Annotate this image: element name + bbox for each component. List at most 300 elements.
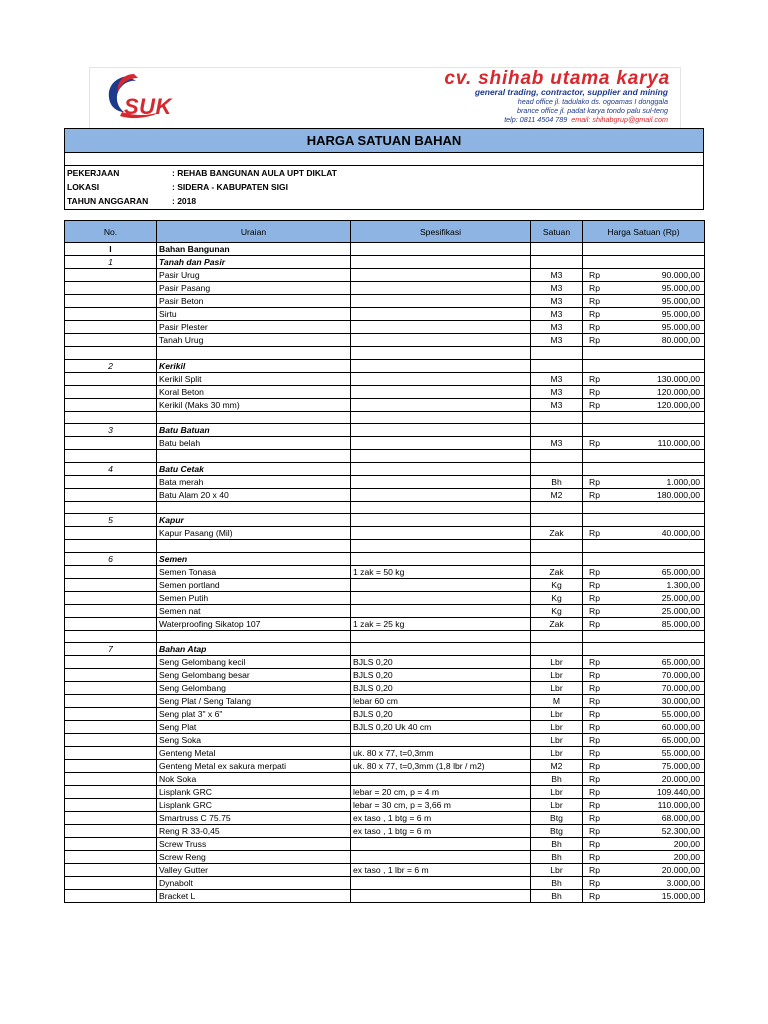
cell-uraian: Smartruss C 75.75 xyxy=(157,812,351,825)
cell-spesifikasi xyxy=(351,552,531,565)
cell-satuan xyxy=(531,552,583,565)
cell-uraian: Semen Tonasa xyxy=(157,565,351,578)
cell-harga-satuan xyxy=(583,540,705,553)
currency-label: Rp xyxy=(589,670,600,680)
currency-label: Rp xyxy=(589,322,600,332)
cell-satuan: Lbr xyxy=(531,669,583,682)
cell-satuan xyxy=(531,630,583,643)
cell-satuan: Zak xyxy=(531,527,583,540)
price-amount: 95.000,00 xyxy=(661,309,700,319)
cell-uraian: Semen xyxy=(157,552,351,565)
cell-harga-satuan xyxy=(583,527,705,540)
cell-no xyxy=(65,734,157,747)
price-amount: 70.000,00 xyxy=(661,683,700,693)
cell-uraian: Kapur Pasang (Mil) xyxy=(157,527,351,540)
cell-uraian: Koral Beton xyxy=(157,385,351,398)
cell-uraian: Screw Reng xyxy=(157,851,351,864)
cell-no xyxy=(65,721,157,734)
cell-satuan: Lbr xyxy=(531,656,583,669)
cell-uraian: Pasir Urug xyxy=(157,269,351,282)
cell-harga-satuan xyxy=(583,708,705,721)
cell-no xyxy=(65,334,157,347)
cell-satuan: Bh xyxy=(531,475,583,488)
info-value: : REHAB BANGUNAN AULA UPT DIKLAT xyxy=(172,168,337,178)
currency-label: Rp xyxy=(589,296,600,306)
cell-satuan: M2 xyxy=(531,760,583,773)
table-row xyxy=(65,359,705,372)
cell-uraian: Genteng Metal xyxy=(157,747,351,760)
cell-spesifikasi xyxy=(351,308,531,321)
cell-satuan: Lbr xyxy=(531,747,583,760)
cell-spesifikasi xyxy=(351,475,531,488)
cell-no xyxy=(65,321,157,334)
cell-spesifikasi xyxy=(351,256,531,269)
price-amount: 109.440,00 xyxy=(656,787,700,797)
cell-harga-satuan xyxy=(583,450,705,463)
table-row xyxy=(65,424,705,437)
cell-spesifikasi xyxy=(351,734,531,747)
cell-no xyxy=(65,527,157,540)
price-amount: 110.000,00 xyxy=(657,800,700,810)
cell-no xyxy=(65,630,157,643)
cell-no: 2 xyxy=(65,359,157,372)
cell-harga-satuan xyxy=(583,838,705,851)
cell-no: 3 xyxy=(65,424,157,437)
cell-no xyxy=(65,475,157,488)
cell-uraian: Batu Cetak xyxy=(157,462,351,475)
cell-uraian: Seng Plat xyxy=(157,721,351,734)
cell-spesifikasi: 1 zak = 25 kg xyxy=(351,617,531,630)
price-amount: 65.000,00 xyxy=(661,657,700,667)
cell-no: I xyxy=(65,243,157,256)
company-tagline: general trading, contractor, supplier and mining xyxy=(474,87,668,97)
cell-harga-satuan xyxy=(583,488,705,501)
cell-harga-satuan xyxy=(583,359,705,372)
price-amount: 52.300,00 xyxy=(661,826,700,836)
cell-harga-satuan xyxy=(583,617,705,630)
cell-satuan: Lbr xyxy=(531,864,583,877)
table-row xyxy=(65,385,705,398)
cell-harga-satuan xyxy=(583,695,705,708)
price-amount: 65.000,00 xyxy=(661,566,700,577)
table-row xyxy=(65,890,705,903)
price-amount: 1.000,00 xyxy=(666,476,700,487)
cell-uraian: Seng Soka xyxy=(157,734,351,747)
cell-no xyxy=(65,747,157,760)
cell-uraian xyxy=(157,450,351,463)
table-row xyxy=(65,617,705,630)
cell-harga-satuan xyxy=(583,437,705,450)
cell-harga-satuan xyxy=(583,630,705,643)
info-value: : SIDERA - KABUPATEN SIGI xyxy=(172,182,289,192)
cell-uraian: Pasir Pasang xyxy=(157,282,351,295)
branch-office-address: brance office jl. padat karya tondo palu sul-teng xyxy=(516,106,668,115)
cell-uraian: Semen portland xyxy=(157,578,351,591)
price-amount: 70.000,00 xyxy=(661,670,700,680)
currency-label: Rp xyxy=(589,709,600,719)
currency-label: Rp xyxy=(589,566,600,577)
currency-label: Rp xyxy=(589,891,600,901)
cell-uraian xyxy=(157,540,351,553)
cell-satuan: M3 xyxy=(531,269,583,282)
cell-harga-satuan xyxy=(583,773,705,786)
table-row xyxy=(65,864,705,877)
table-row xyxy=(65,669,705,682)
price-amount: 60.000,00 xyxy=(661,722,700,732)
cell-no xyxy=(65,838,157,851)
cell-harga-satuan xyxy=(583,721,705,734)
currency-label: Rp xyxy=(589,735,600,745)
currency-label: Rp xyxy=(589,605,600,616)
column-header-spesifikasi: Spesifikasi xyxy=(351,221,531,243)
cell-spesifikasi: 1 zak = 50 kg xyxy=(351,565,531,578)
price-amount: 3.000,00 xyxy=(666,878,700,888)
cell-no xyxy=(65,501,157,514)
currency-label: Rp xyxy=(589,800,600,810)
currency-label: Rp xyxy=(589,696,600,706)
cell-satuan xyxy=(531,540,583,553)
cell-no xyxy=(65,308,157,321)
cell-uraian: Seng Plat / Seng Talang xyxy=(157,695,351,708)
cell-no xyxy=(65,398,157,411)
table-row xyxy=(65,656,705,669)
table-row xyxy=(65,488,705,501)
cell-spesifikasi xyxy=(351,243,531,256)
cell-uraian: Pasir Beton xyxy=(157,295,351,308)
table-row xyxy=(65,708,705,721)
cell-spesifikasi xyxy=(351,450,531,463)
table-row xyxy=(65,462,705,475)
cell-spesifikasi xyxy=(351,877,531,890)
cell-spesifikasi xyxy=(351,488,531,501)
logo-text: SUK xyxy=(124,94,172,119)
price-amount: 20.000,00 xyxy=(661,774,700,784)
table-row xyxy=(65,565,705,578)
cell-harga-satuan xyxy=(583,334,705,347)
cell-spesifikasi: uk. 80 x 77, t=0,3mm (1,8 lbr / m2) xyxy=(351,760,531,773)
currency-label: Rp xyxy=(589,787,600,797)
currency-label: Rp xyxy=(589,657,600,667)
cell-uraian: Tanah Urug xyxy=(157,334,351,347)
table-row xyxy=(65,256,705,269)
currency-label: Rp xyxy=(589,528,600,538)
cell-harga-satuan xyxy=(583,734,705,747)
cell-harga-satuan xyxy=(583,552,705,565)
cell-spesifikasi xyxy=(351,269,531,282)
table-row xyxy=(65,269,705,282)
cell-spesifikasi xyxy=(351,890,531,903)
table-row xyxy=(65,527,705,540)
cell-spesifikasi: uk. 80 x 77, t=0,3mm xyxy=(351,747,531,760)
cell-no xyxy=(65,760,157,773)
cell-satuan: M3 xyxy=(531,334,583,347)
cell-spesifikasi xyxy=(351,398,531,411)
cell-harga-satuan xyxy=(583,475,705,488)
cell-no xyxy=(65,540,157,553)
cell-no xyxy=(65,799,157,812)
table-row xyxy=(65,838,705,851)
cell-no xyxy=(65,786,157,799)
cell-satuan: M3 xyxy=(531,282,583,295)
cell-uraian xyxy=(157,630,351,643)
currency-label: Rp xyxy=(589,813,600,823)
cell-spesifikasi xyxy=(351,527,531,540)
price-amount: 110.000,00 xyxy=(657,438,700,448)
cell-spesifikasi xyxy=(351,359,531,372)
currency-label: Rp xyxy=(589,839,600,849)
cell-spesifikasi xyxy=(351,643,531,656)
cell-no xyxy=(65,890,157,903)
cell-no xyxy=(65,488,157,501)
cell-no xyxy=(65,282,157,295)
cell-no xyxy=(65,812,157,825)
table-row xyxy=(65,604,705,617)
price-amount: 55.000,00 xyxy=(661,709,700,719)
price-amount: 1.300,00 xyxy=(666,579,700,590)
cell-uraian: Seng Gelombang kecil xyxy=(157,656,351,669)
price-amount: 55.000,00 xyxy=(661,748,700,758)
cell-no xyxy=(65,565,157,578)
price-amount: 20.000,00 xyxy=(661,865,700,875)
cell-uraian: Bata merah xyxy=(157,475,351,488)
cell-no xyxy=(65,773,157,786)
cell-satuan xyxy=(531,424,583,437)
cell-harga-satuan xyxy=(583,786,705,799)
currency-label: Rp xyxy=(589,722,600,732)
title-block xyxy=(64,128,704,210)
cell-no xyxy=(65,695,157,708)
table-row xyxy=(65,773,705,786)
cell-satuan: Bh xyxy=(531,838,583,851)
table-row xyxy=(65,591,705,604)
price-amount: 120.000,00 xyxy=(656,399,700,410)
cell-satuan: Zak xyxy=(531,565,583,578)
cell-uraian: Pasir Plester xyxy=(157,321,351,334)
cell-harga-satuan xyxy=(583,295,705,308)
currency-label: Rp xyxy=(589,878,600,888)
cell-uraian: Batu belah xyxy=(157,437,351,450)
cell-uraian: Kerikil Split xyxy=(157,372,351,385)
cell-no xyxy=(65,669,157,682)
cell-uraian: Batu Batuan xyxy=(157,424,351,437)
price-amount: 68.000,00 xyxy=(661,813,700,823)
info-label: LOKASI xyxy=(67,182,100,192)
cell-spesifikasi xyxy=(351,630,531,643)
cell-uraian: Tanah dan Pasir xyxy=(157,256,351,269)
currency-label: Rp xyxy=(589,335,600,345)
cell-satuan: M xyxy=(531,695,583,708)
cell-satuan: Btg xyxy=(531,825,583,838)
cell-harga-satuan xyxy=(583,501,705,514)
cell-spesifikasi xyxy=(351,591,531,604)
cell-harga-satuan xyxy=(583,385,705,398)
cell-uraian: Bahan Bangunan xyxy=(157,243,351,256)
cell-harga-satuan xyxy=(583,462,705,475)
cell-satuan: Bh xyxy=(531,773,583,786)
cell-no xyxy=(65,877,157,890)
table-row xyxy=(65,243,705,256)
price-amount: 25.000,00 xyxy=(661,605,700,616)
currency-label: Rp xyxy=(589,283,600,293)
cell-uraian xyxy=(157,411,351,424)
table-row xyxy=(65,282,705,295)
table-header-row xyxy=(65,221,705,243)
cell-harga-satuan xyxy=(583,424,705,437)
cell-satuan xyxy=(531,256,583,269)
cell-harga-satuan xyxy=(583,643,705,656)
company-name: cv. shihab utama karya xyxy=(444,68,670,89)
currency-label: Rp xyxy=(589,579,600,590)
cell-satuan: Lbr xyxy=(531,708,583,721)
cell-satuan: Lbr xyxy=(531,799,583,812)
cell-satuan: Lbr xyxy=(531,682,583,695)
cell-no xyxy=(65,578,157,591)
cell-spesifikasi xyxy=(351,295,531,308)
info-row-pekerjaan xyxy=(65,166,703,180)
cell-harga-satuan xyxy=(583,825,705,838)
cell-spesifikasi xyxy=(351,462,531,475)
table-row xyxy=(65,552,705,565)
cell-satuan xyxy=(531,643,583,656)
cell-spesifikasi xyxy=(351,604,531,617)
cell-satuan xyxy=(531,501,583,514)
currency-label: Rp xyxy=(589,270,600,280)
cell-uraian xyxy=(157,501,351,514)
price-amount: 180.000,00 xyxy=(656,489,700,500)
cell-uraian: Valley Gutter xyxy=(157,864,351,877)
cell-no xyxy=(65,372,157,385)
cell-satuan xyxy=(531,450,583,463)
column-header-satuan: Satuan xyxy=(531,221,583,243)
cell-uraian: Kerikil xyxy=(157,359,351,372)
price-amount: 75.000,00 xyxy=(661,761,700,771)
cell-uraian xyxy=(157,347,351,360)
cell-satuan: M3 xyxy=(531,372,583,385)
cell-satuan xyxy=(531,243,583,256)
cell-satuan xyxy=(531,359,583,372)
cell-spesifikasi: BJLS 0,20 xyxy=(351,656,531,669)
price-table xyxy=(64,220,705,903)
cell-uraian: Nok Soka xyxy=(157,773,351,786)
price-amount: 25.000,00 xyxy=(661,592,700,603)
cell-harga-satuan xyxy=(583,411,705,424)
currency-label: Rp xyxy=(589,748,600,758)
table-row xyxy=(65,372,705,385)
table-row xyxy=(65,501,705,514)
cell-spesifikasi xyxy=(351,514,531,527)
cell-satuan: M3 xyxy=(531,308,583,321)
cell-uraian: Sirtu xyxy=(157,308,351,321)
table-row xyxy=(65,630,705,643)
cell-satuan: Lbr xyxy=(531,721,583,734)
currency-label: Rp xyxy=(589,865,600,875)
cell-uraian: Screw Truss xyxy=(157,838,351,851)
cell-satuan: M3 xyxy=(531,437,583,450)
currency-label: Rp xyxy=(589,438,600,448)
cell-spesifikasi: ex taso , 1 lbr = 6 m xyxy=(351,864,531,877)
cell-satuan: M3 xyxy=(531,398,583,411)
cell-spesifikasi xyxy=(351,282,531,295)
cell-no xyxy=(65,708,157,721)
table-row xyxy=(65,475,705,488)
price-amount: 65.000,00 xyxy=(661,735,700,745)
cell-satuan: M3 xyxy=(531,385,583,398)
price-amount: 130.000,00 xyxy=(656,373,700,384)
table-row xyxy=(65,450,705,463)
cell-spesifikasi xyxy=(351,411,531,424)
cell-spesifikasi xyxy=(351,501,531,514)
currency-label: Rp xyxy=(589,386,600,397)
table-row xyxy=(65,877,705,890)
info-label: PEKERJAAN xyxy=(67,168,120,178)
cell-harga-satuan xyxy=(583,877,705,890)
currency-label: Rp xyxy=(589,489,600,500)
column-header-harga-satuan: Harga Satuan (Rp) xyxy=(583,221,705,243)
cell-uraian: Seng Gelombang xyxy=(157,682,351,695)
price-amount: 200,00 xyxy=(673,852,700,862)
table-row xyxy=(65,799,705,812)
info-row-lokasi xyxy=(65,180,703,194)
cell-harga-satuan xyxy=(583,669,705,682)
currency-label: Rp xyxy=(589,852,600,862)
cell-no: 1 xyxy=(65,256,157,269)
cell-satuan xyxy=(531,462,583,475)
table-row xyxy=(65,308,705,321)
cell-harga-satuan xyxy=(583,812,705,825)
cell-uraian: Genteng Metal ex sakura merpati xyxy=(157,760,351,773)
cell-harga-satuan xyxy=(583,321,705,334)
cell-harga-satuan xyxy=(583,656,705,669)
currency-label: Rp xyxy=(589,618,600,629)
price-amount: 40.000,00 xyxy=(661,528,700,538)
cell-satuan: Lbr xyxy=(531,734,583,747)
table-row xyxy=(65,321,705,334)
price-amount: 90.000,00 xyxy=(661,270,700,280)
table-row xyxy=(65,721,705,734)
table-row xyxy=(65,760,705,773)
table-row xyxy=(65,334,705,347)
head-office-address: head office jl. tadulako ds. ogoamas I donggala xyxy=(517,97,668,106)
cell-no xyxy=(65,591,157,604)
cell-no xyxy=(65,295,157,308)
cell-harga-satuan xyxy=(583,747,705,760)
table-row xyxy=(65,812,705,825)
cell-harga-satuan xyxy=(583,256,705,269)
currency-label: Rp xyxy=(589,476,600,487)
cell-spesifikasi: BJLS 0,20 xyxy=(351,669,531,682)
cell-no: 7 xyxy=(65,643,157,656)
column-header-uraian: Uraian xyxy=(157,221,351,243)
cell-spesifikasi: BJLS 0,20 xyxy=(351,708,531,721)
phone-number: telp: 0811 4504 789 xyxy=(504,115,568,124)
price-amount: 95.000,00 xyxy=(661,283,700,293)
email-address: email: shihabgrup@gmail.com xyxy=(571,115,668,124)
cell-no: 6 xyxy=(65,552,157,565)
cell-spesifikasi xyxy=(351,773,531,786)
currency-label: Rp xyxy=(589,761,600,771)
cell-uraian: Seng Gelombang besar xyxy=(157,669,351,682)
cell-uraian: Kerikil (Maks 30 mm) xyxy=(157,398,351,411)
cell-harga-satuan xyxy=(583,604,705,617)
price-amount: 85.000,00 xyxy=(661,618,700,629)
cell-spesifikasi: BJLS 0,20 Uk 40 cm xyxy=(351,721,531,734)
cell-uraian: Bahan Atap xyxy=(157,643,351,656)
table-row xyxy=(65,682,705,695)
cell-harga-satuan xyxy=(583,565,705,578)
table-row xyxy=(65,734,705,747)
cell-no xyxy=(65,682,157,695)
table-row xyxy=(65,851,705,864)
